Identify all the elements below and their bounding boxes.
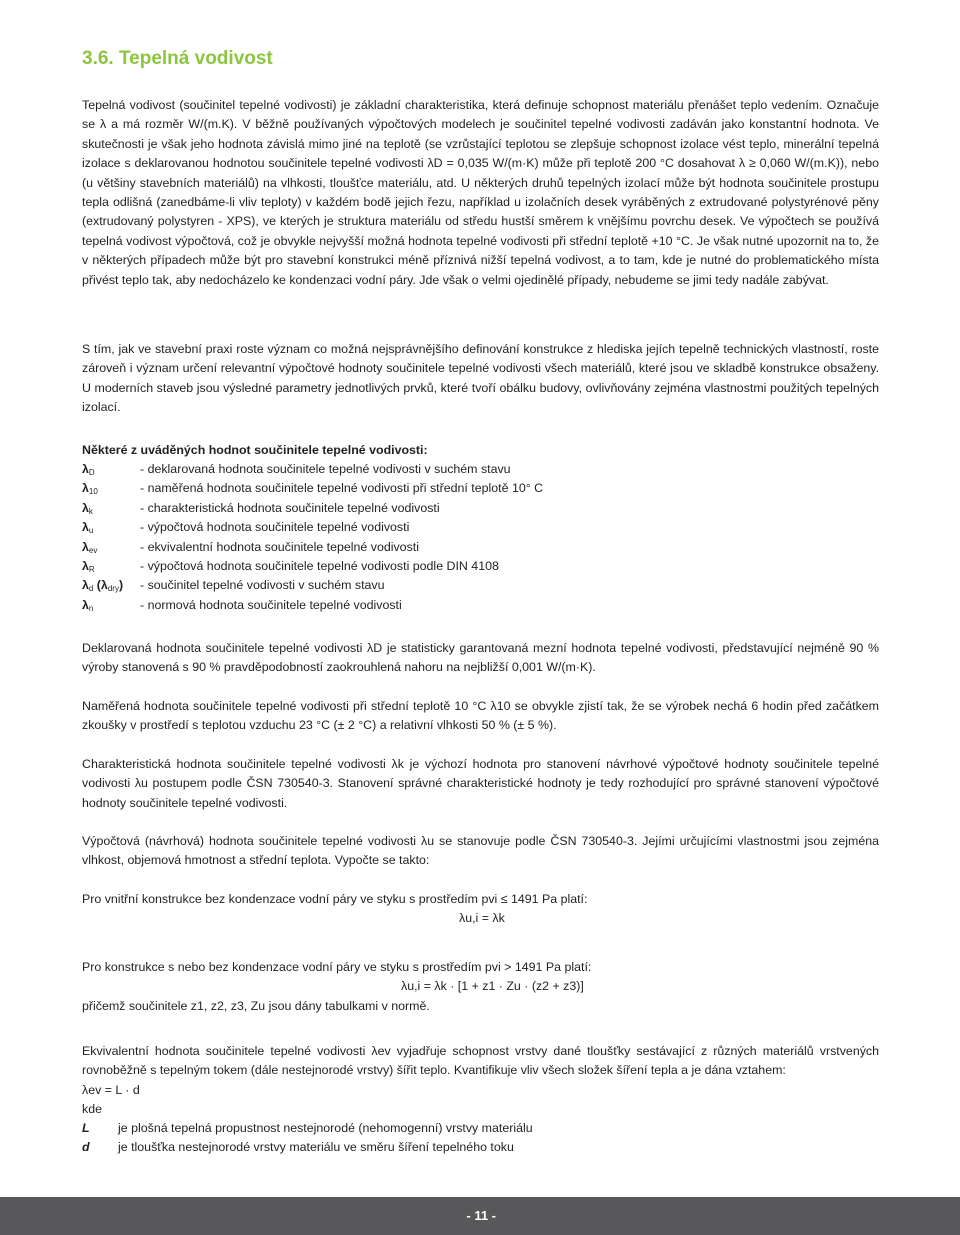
intro-paragraph: [82, 96, 879, 290]
symbols-heading: Některé z uváděných hodnot součinitele tepelné vodivosti:: [82, 443, 428, 457]
page-footer: [0, 1197, 960, 1235]
symbol-description: - součinitel tepelné vodivosti v suchém stavu: [140, 578, 385, 593]
equivalent-equation: λev = L · d: [82, 1083, 140, 1097]
symbol-description: - charakteristická hodnota součinitele tepelné vodivosti: [140, 500, 440, 515]
definition-symbol: d: [82, 1140, 90, 1155]
symbol: $\lambda_n$: [82, 597, 94, 613]
definition-description: je tloušťka nestejnorodé vrstvy materiálu ve směru šíření tepelného toku: [118, 1140, 514, 1155]
definition-item: [82, 1138, 782, 1157]
symbol-description: - naměřená hodnota součinitele tepelné vodivosti při střední teplotě 10° C: [140, 481, 544, 496]
symbol: $\lambda_k$: [82, 500, 93, 516]
declared-value-paragraph: Deklarovaná hodnota součinitele tepelné vodivosti λD je statisticky garantovaná mezní hodnota tepelné vodivosti, představující nejméně 90 % výroby stanovená s 90 % pravděpodobností zaokrouhlená nahoru na nejbližší 0,001 W/(m·K).: [82, 641, 879, 675]
symbol-item: [82, 499, 782, 518]
intro-text: Tepelná vodivost (součinitel tepelné vodivosti) je základní charakteristika, která definuje schopnost materiálu přenášet teplo vedením. Označuje se λ a má rozměr W/(m.K). V běžně používaných výpočtových modelech je součinitel tepelné vodivosti zadáván jako konstantní hodnota. Ve skutečnosti je však jeho hodnota závislá mimo jiné na teplotě (se vzrůstající teplotou se zlepšuje schopnost izolace vést teplo, minerální tepelná izolace s deklarovanou hodnotou součinitele tepelné vodivosti λD = 0,035 W/(m·K) může při teplotě 200 °C dosahovat λ ≥ 0,060 W/(m.K)), nebo (u většiny stavebních materiálů) na vlhkosti, tloušťce materiálu, atd. U některých druhů tepelných izolací může být hodnota součinitele prostupu tepla odlišná (zanedbáme-li vliv teploty) v každém bodě jejich řezu, například u izolačních desek vyráběných z extrudované polystyrénové pěny (extrudovaný polystyren - XPS), ve kterých je struktura materiálu od středu hustší směrem k vnějšímu povrchu desek. Ve výpočtech se používá tepelná vodivost výpočtová, což je obvykle nejvyšší možná hodnota tepelné vodivosti při střední teplotě +10 °C. Je však nutné upozornit na to, že v některých případech může být pro stavební konstrukci méně příznivá nižší tepelná vodivost, a to tam, kde je nutné do problematického místa přivést teplo tak, aby nedocházelo ke kondenzaci vodní páry. Jde však o velmi ojedinělé případy, nebudeme se jimi tedy nadále zabývat.: [82, 98, 879, 287]
page-number: - 11 -: [466, 1208, 496, 1223]
where-label: kde: [82, 1102, 102, 1116]
symbols-list: [82, 460, 782, 615]
symbol-description: - výpočtová hodnota součinitele tepelné vodivosti podle DIN 4108: [140, 558, 499, 573]
case-external-text: Pro konstrukce s nebo bez kondenzace vodní páry ve styku s prostředím pvi > 1491 Pa platí:: [82, 960, 592, 974]
definitions-list: [82, 1119, 782, 1158]
symbol-description: - deklarovaná hodnota součinitele tepelné vodivosti v suchém stavu: [140, 462, 511, 476]
definition-description: je plošná tepelná propustnost nestejnorodé (nehomogenní) vrstvy materiálu: [118, 1121, 533, 1135]
symbol: $\lambda_D$: [82, 462, 95, 477]
symbol-item: [82, 557, 782, 576]
symbol: $\lambda_u$: [82, 520, 94, 536]
symbol-item: [82, 576, 782, 595]
section-title: 3.6. Tepelná vodivost: [82, 48, 273, 69]
symbol-item: [82, 479, 782, 498]
characteristic-value-paragraph: Charakteristická hodnota součinitele tepelné vodivosti λk je výchozí hodnota pro stanovení návrhové výpočtové hodnoty součinitele tepelné vodivosti λu postupem podle ČSN 730540-3. Stanovení správné charakteristické hodnoty je tedy rozhodující pro správné stanovení výpočtové hodnoty součinitele tepelné vodivosti.: [82, 757, 879, 810]
formula-internal: λu,i = λk: [459, 911, 505, 925]
symbol: $\lambda_R$: [82, 558, 95, 574]
measured-value-paragraph: Naměřená hodnota součinitele tepelné vodivosti při střední teplotě 10 °C λ10 se obvykle zjistí tak, že se výrobek nechá 6 hodin před začátkem zkoušky v prostředí s teplotou vzduchu 23 °C (± 2 °C) a relativní vlhkosti 50 % (± 5 %).: [82, 699, 879, 733]
symbol-description: - výpočtová hodnota součinitele tepelné vodivosti: [140, 520, 410, 535]
symbol-item: [82, 460, 782, 479]
definition-item: [82, 1119, 782, 1138]
symbol: $\lambda_d$ $(\lambda_{dry})$: [82, 578, 124, 594]
symbol: $\lambda_{10}$: [82, 481, 98, 497]
symbol: $\lambda_{ev}$: [82, 539, 98, 555]
case-internal-text: Pro vnitřní konstrukce bez kondenzace vodní páry ve styku s prostředím pvi ≤ 1491 Pa platí:: [82, 892, 588, 906]
design-value-paragraph: Výpočtová (návrhová) hodnota součinitele tepelné vodivosti λu se stanovuje podle ČSN 730540-3. Jejími určujícími vlastnostmi jsou zejména vlhkost, objemová hmotnost a střední teplota. Vypočte se takto:: [82, 834, 879, 868]
formula-external: λu,i = λk · [1 + z1 · Zu · (z2 + z3)]: [401, 979, 584, 993]
practice-paragraph: S tím, jak ve stavební praxi roste význam co možná nejsprávnějšího definování konstrukce z hlediska jejích tepelně technických vlastností, roste zároveň i význam určení relevantní výpočtové hodnoty součinitele tepelné vodivosti všech materiálů, které jsou ve skladbě konstrukce obsaženy. U moderních staveb jsou výsledné parametry jednotlivých prvků, které tvoří obálku budovy, ovlivňovány zejména vlastnostmi použitých tepelných izolací.: [82, 342, 879, 415]
definition-symbol: L: [82, 1121, 90, 1135]
coefficients-note: přičemž součinitele z1, z2, z3, Zu jsou dány tabulkami v normě.: [82, 999, 430, 1013]
symbol-description: - ekvivalentní hodnota součinitele tepelné vodivosti: [140, 539, 419, 554]
symbol-item: [82, 596, 782, 615]
symbol-item: [82, 518, 782, 537]
equivalent-value-paragraph: Ekvivalentní hodnota součinitele tepelné vodivosti λev vyjadřuje schopnost vrstvy dané tloušťky sestávající z různých materiálů vrstvených rovnoběžně s tepelným tokem (dále nestejnorodé vrstvy) šířit teplo. Kvantifikuje vliv všech složek šíření tepla a je dána vztahem:: [82, 1044, 879, 1078]
symbol-item: [82, 538, 782, 557]
symbol-description: - normová hodnota součinitele tepelné vodivosti: [140, 597, 402, 612]
